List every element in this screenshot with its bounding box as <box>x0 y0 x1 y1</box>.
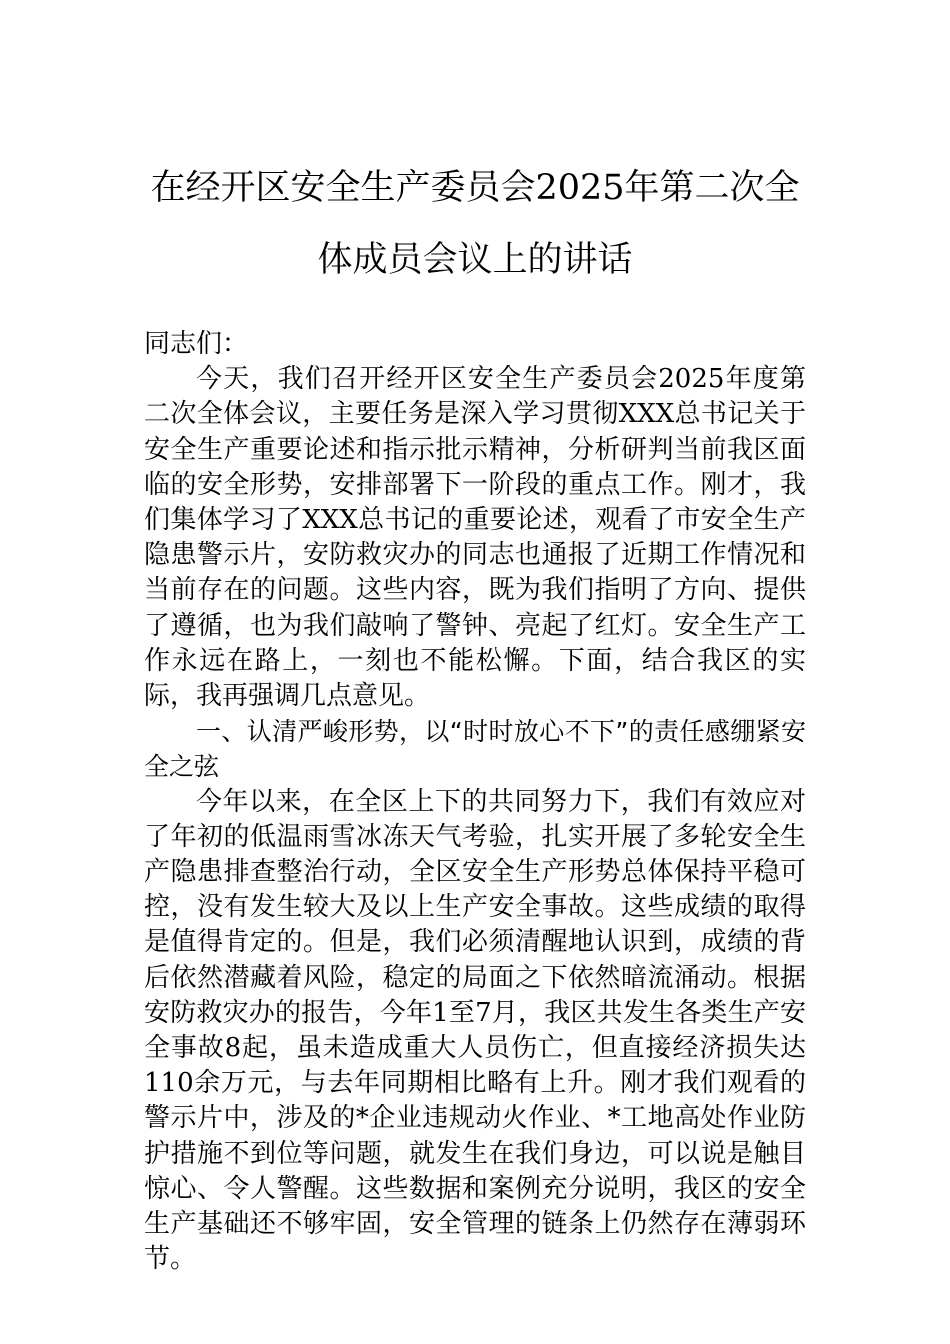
paragraph-1: 今天，我们召开经开区安全生产委员会2025年度第二次全体会议，主要任务是深入学习贯彻XXX总书记关于安全生产重要论述和指示批示精神，分析研判当前我区面临的安全形势，安排部署下一阶段的重点工作。刚才，我们集体学习了XXX总书记的重要论述，观看了市安全生产隐患警示片，安防救灾办的同志也通报了近期工作情况和当前存在的问题。这些内容，既为我们指明了方向、提供了遵循，也为我们敲响了警钟、亮起了红灯。安全生产工作永远在路上，一刻也不能松懈。下面，结合我区的实际，我再强调几点意见。 <box>144 364 806 712</box>
document-title-line-2: 体成员会议上的讲话 <box>317 240 633 280</box>
document-title-line-1: 在经开区安全生产委员会2025年第二次全 <box>150 168 800 208</box>
paragraph-2: 今年以来，在全区上下的共同努力下，我们有效应对了年初的低温雨雪冰冻天气考验，扎实开展了多轮安全生产隐患排查整治行动，全区安全生产形势总体保持平稳可控，没有发生较大及以上生产安全事故。这些成绩的取得是值得肯定的。但是，我们必须清醒地认识到，成绩的背后依然潜藏着风险，稳定的局面之下依然暗流涌动。根据安防救灾办的报告，今年1至7月，我区共发生各类生产安全事故8起，虽未造成重大人员伤亡，但直接经济损失达110余万元，与去年同期相比略有上升。刚才我们观看的警示片中，涉及的*企业违规动火作业、*工地高处作业防护措施不到位等问题，就发生在我们身边，可以说是触目惊心、令人警醒。这些数据和案例充分说明，我区的安全生产基础还不够牢固，安全管理的链条上仍然存在薄弱环节。 <box>144 786 806 1275</box>
document-body <box>144 327 806 1277</box>
section-heading-1: 一、认清严峻形势，以“时时放心不下”的责任感绷紧安全之弦 <box>144 717 806 782</box>
salutation: 同志们： <box>144 329 249 359</box>
